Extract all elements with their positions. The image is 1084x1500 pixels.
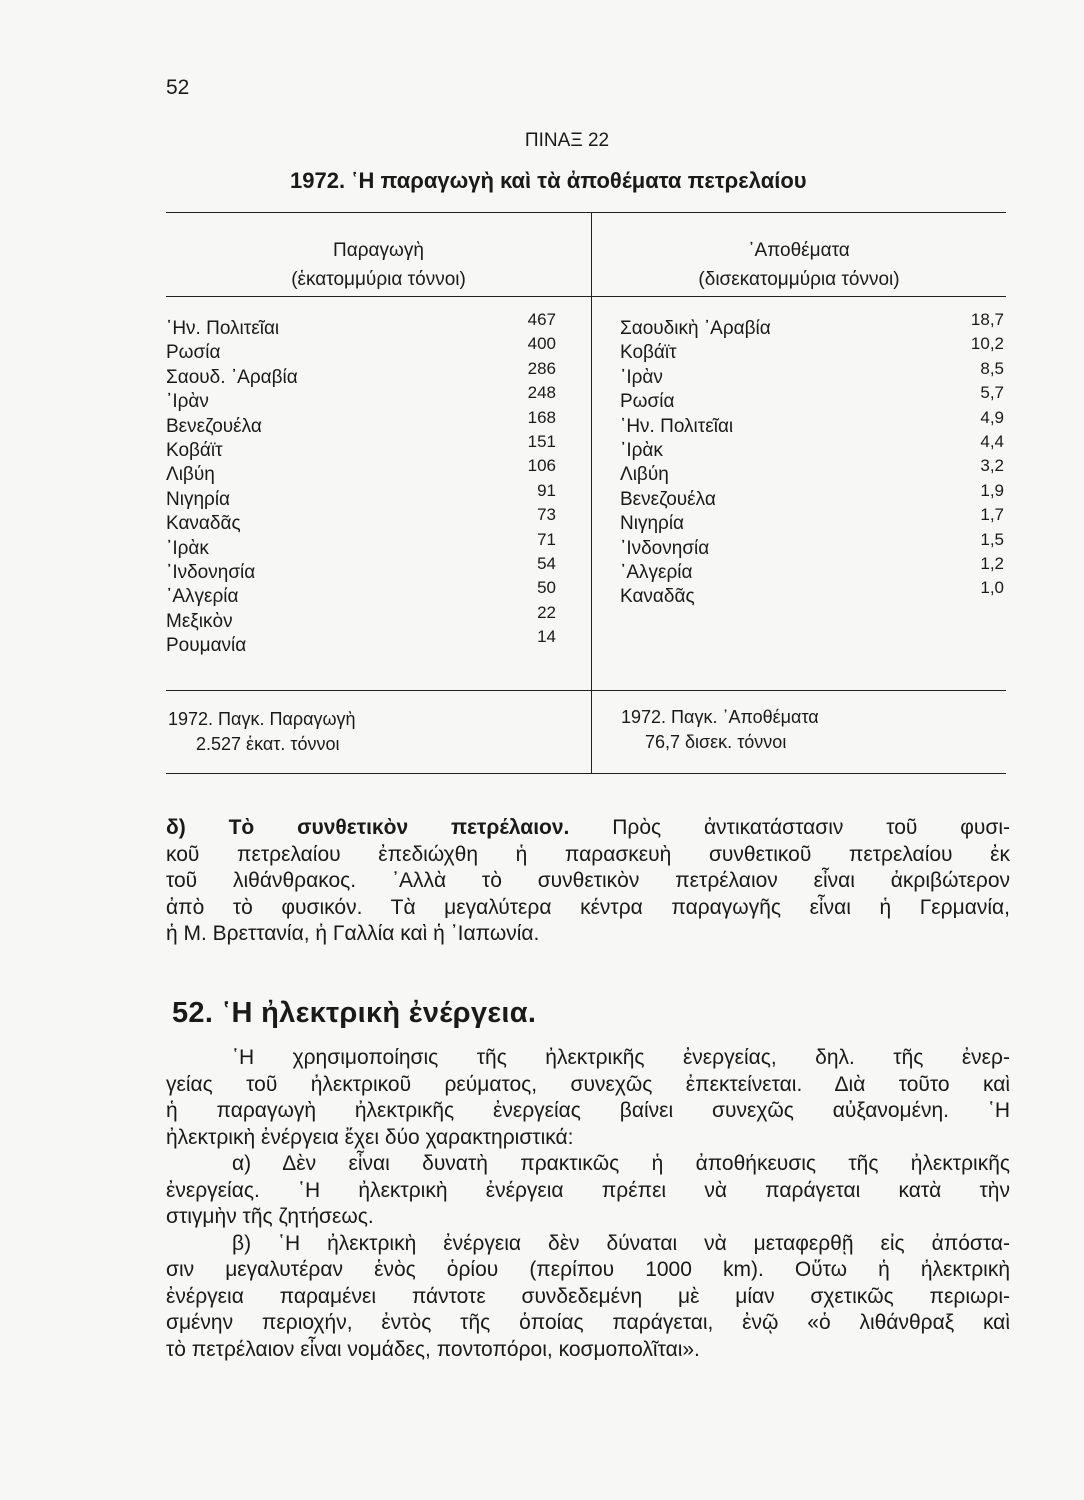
production-row-country: ᾿Ιρὰκ [166, 537, 209, 559]
reserves-row-value: 18,7 [970, 310, 1004, 329]
production-total-label: 1972. Παγκ. Παραγωγὴ [168, 709, 356, 729]
reserves-header-unit: (δισεκατομμύρια τόννοι) [698, 269, 900, 290]
reserves-row-country: ῾Ην. Πολιτεῖαι [620, 415, 734, 437]
production-row-value: 168 [527, 407, 556, 427]
production-row-value: 400 [527, 334, 556, 354]
section-line-5: ἐνεργείας. ῾Η ἠλεκτρικὴ ἐνέργεια πρέπει νὰ παράγεται κατὰ τὴν [166, 1178, 1010, 1202]
page-number: 52 [166, 76, 190, 99]
production-row-value: 73 [537, 505, 556, 525]
production-row-country: Λιβύη [166, 464, 215, 486]
synthetic-first-line: Πρὸς ἀντικατάστασιν τοῦ φυσι- [612, 816, 1010, 839]
production-header-title: Παραγωγὴ [333, 240, 424, 261]
reserves-total-label: 1972. Παγκ. ᾿Αποθέματα [621, 707, 819, 727]
synthetic-line-0 [166, 815, 1010, 842]
production-row-value: 14 [537, 627, 556, 647]
reserves-row-country: Νιγηρία [620, 513, 685, 535]
reserves-row-country: Σαουδικὴ ᾿Αραβία [620, 318, 771, 339]
production-row-country: Νιγηρία [166, 488, 231, 510]
production-row-value: 54 [537, 554, 556, 573]
production-row-country: Καναδᾶς [166, 513, 241, 535]
production-row-value: 91 [537, 480, 556, 500]
reserves-total-value: 76,7 δισεκ. τόννοι [645, 732, 787, 752]
section-line-6: στιγμὴν τῆς ζητήσεως. [166, 1205, 374, 1228]
production-row-value: 286 [527, 358, 556, 378]
table-label: ΠΙΝΑΞ 22 [524, 130, 610, 151]
production-row-country: ᾿Ινδονησία [166, 562, 256, 583]
reserves-row-country: Βενεζουέλα [620, 488, 716, 510]
table-bottom-rule [166, 773, 1006, 774]
section-line-0: ῾Η χρησιμοποίησις τῆς ἠλεκτρικῆς ἐνεργείας, δηλ. τῆς ἐνερ- [232, 1046, 1010, 1069]
table-top-rule [166, 212, 1006, 213]
production-row-value: 22 [537, 602, 556, 622]
reserves-row-value: 8,5 [980, 358, 1004, 378]
section-heading: 52. ῾Η ἠλεκτρικὴ ἐνέργεια. [172, 997, 537, 1029]
section-line-3: ἠλεκτρικὴ ἐνέργεια ἔχει δύο χαρακτηριστικά: [166, 1125, 574, 1149]
synthetic-line-4: ἡ Μ. Βρεττανία, ἡ Γαλλία καὶ ἡ ᾿Ιαπωνία. [166, 922, 540, 945]
reserves-row-value: 1,0 [980, 578, 1004, 598]
production-row-value: 248 [527, 383, 556, 403]
reserves-header-title: ᾿Αποθέματα [748, 240, 850, 261]
production-header [166, 236, 591, 294]
reserves-row-country: ᾿Ινδονησία [620, 537, 710, 559]
production-row-value: 71 [537, 529, 556, 549]
table-totals-rule [166, 690, 1006, 691]
section-line-2: ἡ παραγωγὴ ἠλεκτρικῆς ἐνεργείας βαίνει συνεχῶς αὐξανομένη. ῾Η [166, 1099, 1010, 1122]
reserves-row-value: 5,7 [980, 383, 1004, 403]
production-row-country: Μεξικὸν [166, 610, 233, 632]
production-header-unit: (ἑκατομμύρια τόννοι) [291, 269, 466, 290]
reserves-header [592, 236, 1006, 294]
section-line-4: α) Δὲν εἶναι δυνατὴ πρακτικῶς ἡ ἀποθήκευσις τῆς ἠλεκτρικῆς [232, 1152, 1010, 1175]
production-row-value: 50 [537, 578, 556, 598]
section-line-1: γείας τοῦ ἠλεκτρικοῦ ρεύματος, συνεχῶς ἐπεκτείνεται. Διὰ τοῦτο καὶ [166, 1072, 1010, 1096]
reserves-row-country: Λιβύη [620, 464, 669, 486]
table-column-divider [591, 212, 592, 774]
synthetic-oil-paragraph [166, 815, 1010, 948]
production-total-value: 2.527 ἑκατ. τόννοι [196, 734, 340, 754]
production-row-country: Ρωσία [166, 342, 221, 364]
reserves-row-value: 4,4 [980, 432, 1004, 451]
reserves-row-country: ᾿Αλγερία [620, 562, 693, 583]
reserves-row-country: Κοβάϊτ [620, 342, 677, 364]
reserves-row-value: 1,2 [980, 554, 1004, 573]
reserves-row-country: Ρωσία [620, 391, 675, 413]
section-line-9: ἐνέργεια παραμένει πάντοτε συνδεδεμένη μὲ μίαν σχετικῶς περιωρι- [166, 1284, 1010, 1308]
reserves-total [621, 705, 819, 755]
reserves-row-value: 3,2 [980, 456, 1004, 476]
reserves-row-country: ᾿Ιρὰν [620, 366, 663, 388]
production-row-country: ᾿Αλγερία [166, 586, 239, 608]
production-row-country: Κοβάϊτ [166, 440, 223, 461]
table-title: 1972. ῾Η παραγωγὴ καὶ τὰ ἀποθέματα πετρελαίου [290, 168, 807, 193]
production-row-country: Σαουδ. ᾿Αραβία [166, 366, 298, 388]
section-line-8: σιν μεγαλυτέραν ἑνὸς ὁρίου (περίπου 1000 km). Οὕτω ἡ ἠλεκτρικὴ [166, 1258, 1010, 1281]
table-header-rule [166, 296, 1006, 297]
production-row-country: ῾Ην. Πολιτεῖαι [166, 318, 280, 339]
production-row-country: Ρουμανία [166, 635, 247, 657]
production-row-value: 151 [527, 432, 556, 451]
electric-energy-paragraph [166, 1045, 1010, 1363]
synthetic-line-1: κοῦ πετρελαίου ἐπεδιώχθη ἡ παρασκευὴ συνθετικοῦ πετρελαίου ἐκ [166, 842, 1010, 866]
section-line-10: σμένην περιοχήν, ἐντὸς τῆς ὁποίας παράγεται, ἐνῷ «ὁ λιθάνθραξ καὶ [166, 1311, 1010, 1334]
reserves-row-value: 1,7 [980, 505, 1004, 525]
production-total [168, 707, 356, 757]
reserves-row-country: ᾿Ιρὰκ [620, 440, 663, 461]
synthetic-line-3: ἀπὸ τὸ φυσικόν. Τὰ μεγαλύτερα κέντρα παραγωγῆς εἶναι ἡ Γερμανία, [166, 895, 1010, 919]
production-row-value: 467 [527, 310, 556, 329]
reserves-row-value: 1,5 [980, 529, 1004, 549]
reserves-row-value: 10,2 [970, 334, 1004, 354]
section-line-7: β) ῾Η ἠλεκτρικὴ ἐνέργεια δὲν δύναται νὰ μεταφερθῇ εἰς ἀπόστα- [232, 1231, 1010, 1255]
production-row-value: 106 [527, 456, 556, 476]
production-row-country: ᾿Ιρὰν [166, 391, 209, 413]
section-line-11: τὸ πετρέλαιον εἶναι νομάδες, ποντοπόροι, κοσμοπολῖται». [166, 1337, 700, 1361]
reserves-row-value: 1,9 [980, 480, 1004, 500]
reserves-row-country: Καναδᾶς [620, 586, 695, 608]
synthetic-heading: δ) Τὸ συνθετικὸν πετρέλαιον. [166, 816, 570, 839]
reserves-row-value: 4,9 [980, 407, 1004, 427]
production-row-country: Βενεζουέλα [166, 415, 262, 437]
synthetic-line-2: τοῦ λιθάνθρακος. ᾿Αλλὰ τὸ συνθετικὸν πετρέλαιον εἶναι ἀκριβώτερον [166, 869, 1010, 892]
